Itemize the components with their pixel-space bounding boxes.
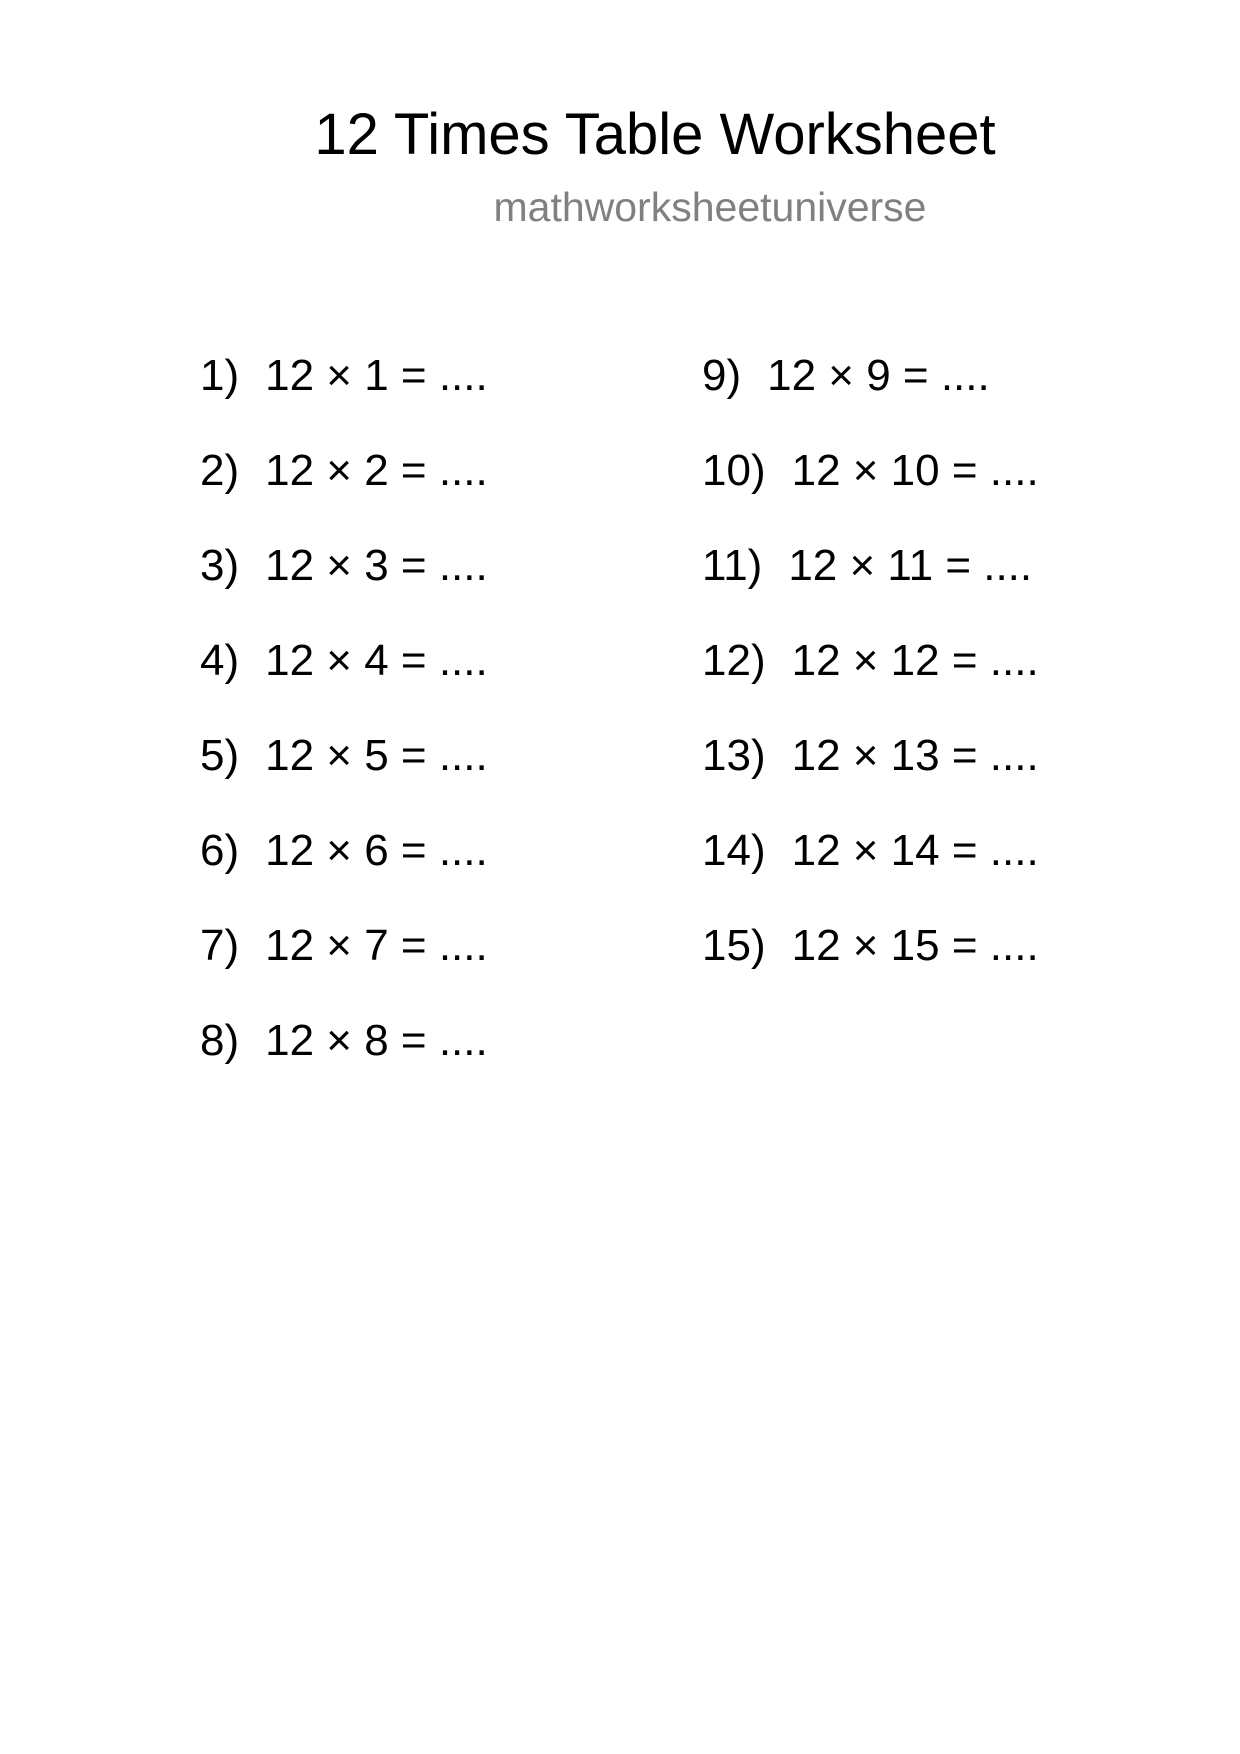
problem-expression: 12 × 5 = .... [265,731,488,780]
problem-number: 3) [200,541,240,590]
problem-number: 12) [702,636,766,685]
worksheet-subtitle: mathworksheetuniverse [493,184,927,230]
problem-number: 11) [702,541,763,590]
problem-column-left [200,350,488,1110]
problem-column-right [702,350,1039,1015]
problem-item [200,730,488,825]
problem-number: 2) [200,446,240,495]
problem-number: 14) [702,826,766,875]
problem-number: 9) [702,351,742,400]
problem-number: 15) [702,921,766,970]
problem-expression: 12 × 6 = .... [265,826,488,875]
problem-number: 8) [200,1016,240,1065]
problem-expression: 12 × 9 = .... [767,351,990,400]
problem-item [200,540,488,635]
problem-expression: 12 × 1 = .... [265,351,488,400]
problem-number: 10) [702,446,766,495]
problem-item [200,350,488,445]
problem-grid [0,350,1240,1065]
problem-number: 5) [200,731,240,780]
problem-item [200,920,488,1015]
problem-item [702,920,1039,1015]
problem-item [200,445,488,540]
problem-expression: 12 × 11 = .... [788,541,1033,590]
problem-expression: 12 × 8 = .... [265,1016,488,1065]
problem-item [702,445,1039,540]
problem-item [702,730,1039,825]
problem-expression: 12 × 12 = .... [791,636,1039,685]
problem-item [702,635,1039,730]
problem-expression: 12 × 13 = .... [791,731,1039,780]
problem-expression: 12 × 2 = .... [265,446,488,495]
problem-number: 4) [200,636,240,685]
problem-expression: 12 × 15 = .... [791,921,1039,970]
problem-expression: 12 × 14 = .... [791,826,1039,875]
problem-item [200,1015,488,1110]
problem-item [200,825,488,920]
problem-expression: 12 × 10 = .... [791,446,1039,495]
problem-item [702,540,1039,635]
problem-item [702,350,1039,445]
problem-number: 13) [702,731,766,780]
worksheet-title: 12 Times Table Worksheet [314,102,996,167]
problem-expression: 12 × 3 = .... [265,541,488,590]
problem-number: 6) [200,826,240,875]
problem-expression: 12 × 4 = .... [265,636,488,685]
problem-item [200,635,488,730]
problem-item [702,825,1039,920]
problem-number: 1) [200,351,240,400]
problem-number: 7) [200,921,240,970]
problem-expression: 12 × 7 = .... [265,921,488,970]
